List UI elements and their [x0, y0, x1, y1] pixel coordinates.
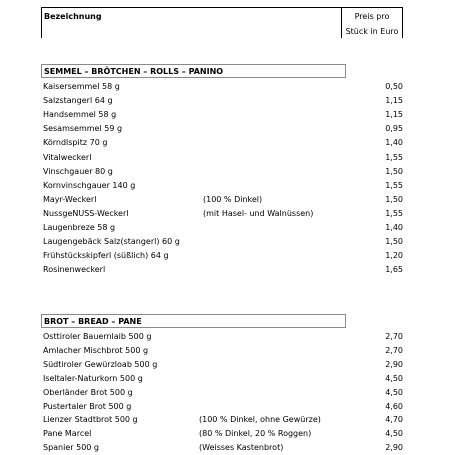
list-item — [41, 94, 403, 108]
item-price: 1,65 — [385, 265, 403, 275]
list-item — [41, 151, 403, 165]
item-price: 2,90 — [385, 443, 403, 453]
item-name: Vitalweckerl — [43, 152, 92, 162]
column-header-name-label: Bezeichnung — [44, 12, 102, 21]
item-name: Handsemmel 58 g — [43, 110, 117, 120]
list-item — [41, 372, 403, 386]
item-name: Sesamsemmel 59 g — [43, 124, 123, 134]
item-name: Körndlspitz 70 g — [43, 138, 108, 148]
item-name: Mayr-Weckerl — [43, 194, 97, 204]
item-note: (100 % Dinkel, ohne Gewürze) — [199, 415, 321, 425]
item-price: 4,60 — [385, 401, 403, 411]
item-name: Pane Marcel — [43, 429, 92, 439]
item-price: 4,50 — [385, 387, 403, 397]
item-name: Vinschgauer 80 g — [43, 166, 113, 176]
column-header-price — [341, 7, 403, 38]
item-note: (mit Hasel- und Walnüssen) — [203, 208, 314, 218]
item-name: Laugenbreze 58 g — [43, 223, 116, 232]
list-item — [41, 122, 403, 136]
item-name: Rosinenweckerl — [43, 265, 106, 275]
list-item — [41, 441, 403, 455]
list-item — [41, 263, 403, 277]
item-price: 1,55 — [385, 152, 403, 162]
item-price: 0,50 — [385, 82, 403, 91]
section-title-rolls: SEMMEL – BRÖTCHEN – ROLLS – PANINO — [41, 64, 346, 78]
item-name: Lienzer Stadtbrot 500 g — [43, 415, 138, 425]
list-item — [41, 207, 403, 221]
item-price: 1,15 — [385, 96, 403, 106]
item-name: Kaisersemmel 58 g — [43, 82, 120, 91]
item-name: Frühstückskipferl (süßlich) 64 g — [43, 251, 169, 261]
item-price: 1,50 — [385, 166, 403, 176]
item-price: 2,70 — [385, 345, 403, 355]
item-name: Amlacher Mischbrot 500 g — [43, 345, 149, 355]
list-item — [41, 400, 403, 414]
list-item — [41, 249, 403, 263]
item-name: Osttiroler Bauernlaib 500 g — [43, 332, 152, 341]
item-price: 1,15 — [385, 110, 403, 120]
item-name: Spanier 500 g — [43, 443, 99, 453]
item-name: Kornvinschgauer 140 g — [43, 180, 136, 190]
item-price: 1,40 — [385, 223, 403, 232]
item-price: 1,40 — [385, 138, 403, 148]
list-item — [41, 344, 403, 358]
item-note: (100 % Dinkel) — [203, 194, 263, 204]
list-item — [41, 427, 403, 441]
item-price: 1,50 — [385, 194, 403, 204]
column-header-price-line2: Stück in Euro — [345, 27, 399, 36]
section-title-bread: BROT – BREAD – PANE — [41, 314, 346, 328]
list-item — [41, 235, 403, 249]
item-price: 2,70 — [385, 332, 403, 341]
list-item — [41, 179, 403, 193]
item-price: 4,50 — [385, 373, 403, 383]
item-name: Südtiroler Gewürzloab 500 g — [43, 359, 158, 369]
item-price: 1,50 — [385, 237, 403, 247]
item-name: Pustertaler Brot 500 g — [43, 401, 132, 411]
list-item — [41, 221, 403, 235]
item-price: 4,70 — [385, 415, 403, 425]
item-name: NussgeNUSS-Weckerl — [43, 208, 129, 218]
list-item — [41, 136, 403, 150]
item-price: 1,55 — [385, 208, 403, 218]
column-header-name — [41, 7, 342, 38]
item-price: 4,50 — [385, 429, 403, 439]
item-name: Oberländer Brot 500 g — [43, 387, 133, 397]
item-note: (80 % Dinkel, 20 % Roggen) — [199, 429, 312, 439]
item-note: (Weisses Kastenbrot) — [199, 443, 284, 453]
item-price: 0,95 — [385, 124, 403, 134]
list-item — [41, 413, 403, 427]
list-item — [41, 358, 403, 372]
item-price: 1,55 — [385, 180, 403, 190]
list-item — [41, 80, 403, 94]
list-item — [41, 108, 403, 122]
list-item — [41, 386, 403, 400]
list-item — [41, 330, 403, 344]
item-price: 2,90 — [385, 359, 403, 369]
column-header-price-line1: Preis pro — [354, 12, 390, 21]
list-item — [41, 193, 403, 207]
item-name: Laugengebäck Salz(stangerl) 60 g — [43, 237, 180, 247]
list-item — [41, 165, 403, 179]
item-name: Iseltaler-Naturkorn 500 g — [43, 373, 143, 383]
item-name: Salzstangerl 64 g — [43, 96, 113, 106]
item-price: 1,20 — [385, 251, 403, 261]
